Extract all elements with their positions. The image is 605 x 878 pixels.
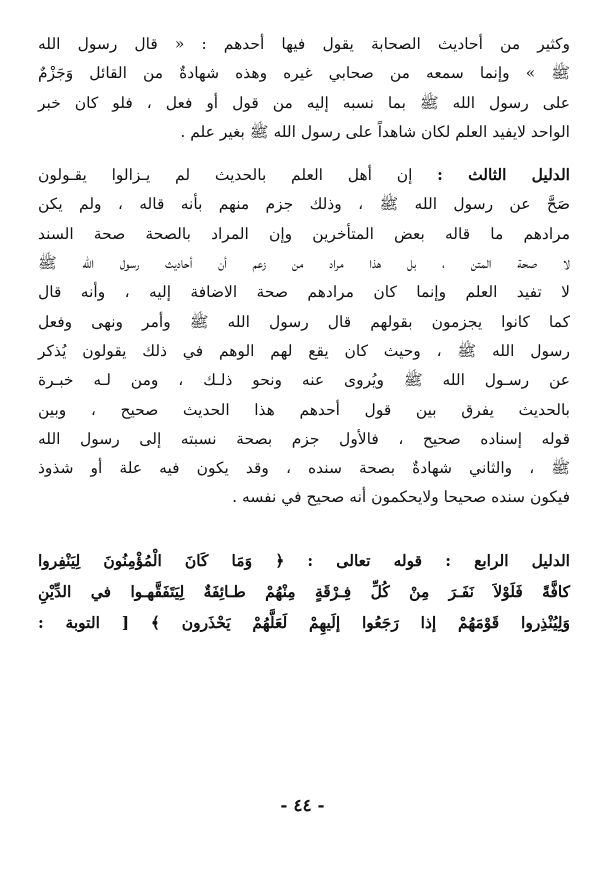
text-line: لا تفيد العلم وإنما كان مرادهم صحة الاضافة إليه ، وأنه قال [38, 283, 570, 302]
quran-verse-run: قوله تعالى : ﴿ وَمَا كَانَ الْمُؤْمِنُونَ لِيَنْفِروا [38, 550, 423, 570]
quran-verse-line: كافَّةً فَلَوْلاَ نَفَـرَ مِنْ كُلِّ فِـرْقَةٍ مِنْهُمْ طـائِفَةٌ لِيَتَفَقَّهـوا في الدِّيْنِ [38, 581, 570, 601]
text-line: عن رسـول الله ﷺ ويُروى عنه ونحو ذلـك ، ومن لـه خبـرة [38, 371, 570, 390]
paragraph-sahaba-narrations [38, 30, 570, 147]
page-number: - ٤٤ - [280, 796, 325, 816]
section-heading: الدليل الثالث : [437, 165, 570, 185]
text-line: بالحديث يفرق بين قول أحدهم هذا الحديث صحيح ، وبين [38, 400, 570, 419]
text-line: الواحد لايفيد العلم لكان شاهداً على رسول الله ﷺ بغير علم . [180, 122, 570, 141]
text-line: رسول الله ﷺ ، وحيث كان يقع لهم الوهم في ذلك يقولون يُذكر [38, 341, 570, 360]
page-body [38, 30, 570, 638]
text-line: صَحَّ عن رسول الله ﷺ ، وذلك جزم منهم بأنه قاله ، ولم يكن [38, 195, 570, 214]
text-line: مرادهم ما قاله بعض المتأخرين وإن المراد بالصحة صحة السند [38, 224, 570, 243]
text-line [38, 545, 570, 576]
text-line: كما كانوا يجزمون بقولهم قال رسول الله ﷺ وأمر ونهى وفعل [38, 312, 570, 331]
paragraph-fourth-evidence [38, 545, 570, 638]
text-line: وكثير من أحاديث الصحابة يقول فيها أحدهم : « قال رسول الله [38, 35, 570, 53]
text-line: ﷺ » وإنما سمعه من صحابي غيره وهذه شهادةٌ من القائل وَجَزْمٌ [38, 64, 570, 83]
text-run: إن أهل العلم بالحديث لم يـزالوا يقـولون [38, 166, 413, 185]
quran-verse-line: وَلِيُنْذِروا قَوْمَهُمْ إذا رَجَعُوا إلَيهِمْ لَعَلَّهُمْ يَحْذَرون ﴾ [ التوبة : [38, 612, 570, 632]
text-line: على رسول الله ﷺ بما نسبه إليه من قول أو فعل ، فلو كان خبر [38, 93, 570, 112]
section-heading: الدليل الرابع : [445, 550, 570, 570]
text-line: قوله إسناده صحيح ، فالأول جزم بصحة نسبته إلى رسول الله [38, 429, 570, 448]
text-line [38, 160, 570, 190]
paragraph-third-evidence [38, 160, 570, 513]
text-line: ﷺ ، والثاني شهادةٌ بصحة سنده ، وقد يكون فيه علة أو شذوذ [38, 459, 570, 478]
text-line: لا صحة المتن ، بل هذا مراد من زعم أن أحاديث رسول الله ﷺ [38, 254, 570, 273]
text-line: فيكون سنده صحيحا ولايحكمون أنه صحيح في نفسه . [232, 488, 570, 507]
